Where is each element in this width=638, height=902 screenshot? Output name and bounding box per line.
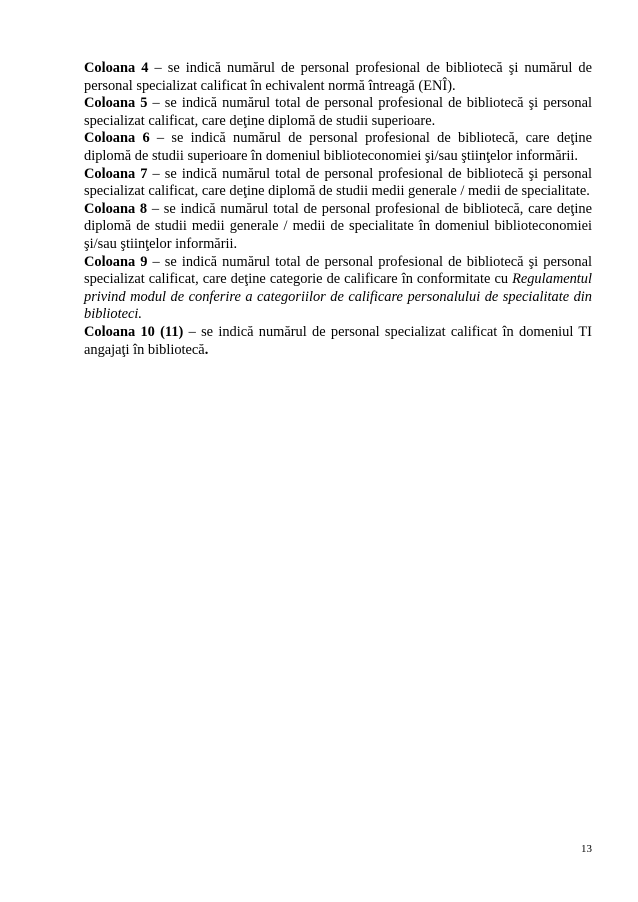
- paragraph-text: – se indică numărul total de personal profesional de bibliotecă şi personal specializat calificat, care deţine diplomă de studii superioare.: [84, 95, 593, 129]
- column-label: Coloana 6: [84, 130, 150, 147]
- paragraph-text: – se indică numărul total de personal profesional de bibliotecă şi personal specializat calificat, care deţine diplomă de studii medii generale / medii de specialitate.: [84, 165, 593, 200]
- column-label: Coloana 4: [84, 60, 149, 76]
- paragraph-coloana-7: [84, 166, 592, 201]
- column-label: Coloana 5: [84, 95, 148, 112]
- paragraph-text: – se indică numărul de personal profesional de bibliotecă şi numărul de personal specializat calificat în echivalent normă întreagă (ENÎ).: [84, 60, 592, 94]
- paragraph-text: – se indică numărul total de personal profesional de bibliotecă, care deţine diplomă de studii medii generale / medii de specialitate în domeniul biblioteconomiei şi/sau ştiinţelor informării.: [84, 200, 592, 252]
- page-body: [84, 60, 592, 359]
- paragraph-coloana-5: [84, 95, 592, 130]
- column-label: Coloana 8: [84, 200, 148, 217]
- paragraph-text: – se indică numărul de personal specializat calificat în domeniul TI angajaţi în bibliotecă: [84, 323, 592, 358]
- paragraph-coloana-8: [84, 201, 592, 254]
- paragraph-coloana-9: [84, 254, 592, 324]
- paragraph-text: – se indică numărul de personal profesional de bibliotecă, care deţine diplomă de studii superioare în domeniul biblioteconomiei şi/sau ştiinţelor informării.: [84, 130, 592, 164]
- paragraph-text: – se indică numărul total de personal profesional de bibliotecă şi personal specializat calificat, care deţine categorie de calificare în conformitate cu: [84, 253, 593, 288]
- column-label: Coloana 10 (11): [84, 323, 184, 340]
- page-number: 13: [581, 843, 592, 855]
- column-label: Coloana 7: [84, 165, 148, 182]
- closing-period: .: [204, 341, 209, 358]
- paragraph-coloana-10-11: [84, 324, 592, 359]
- column-label: Coloana 9: [84, 253, 148, 270]
- paragraph-coloana-4: [84, 60, 592, 95]
- regulation-title: Regulamentul privind modul de conferire a categoriilor de calificare personalului de specialitate din biblioteci.: [84, 271, 592, 323]
- paragraph-coloana-6: [84, 130, 592, 165]
